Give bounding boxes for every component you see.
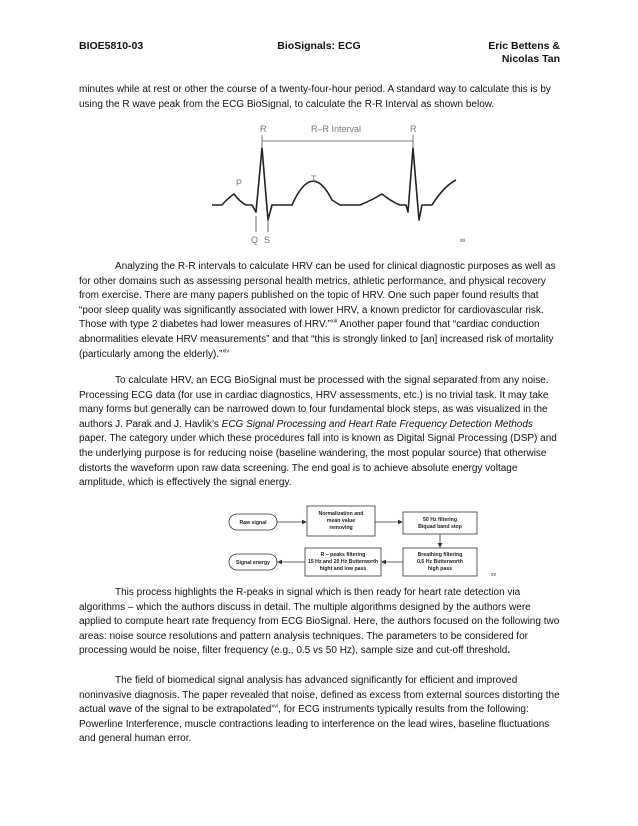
block-raw-signal bbox=[229, 514, 277, 530]
hrv-text-part-2: Another paper found that “cardiac conduction abnormalities elevate HRV measurements” and that “this is strongly linked to [an] increased risk of mortality (particularly among the elderly).” bbox=[79, 319, 554, 360]
fig1-label-s: S bbox=[264, 235, 271, 245]
ecg-rr-interval-figure bbox=[200, 120, 480, 250]
svg-text:Biquad band stop: Biquad band stop bbox=[418, 524, 462, 530]
calculation-paragraph bbox=[79, 374, 561, 491]
hrv-text-part-1: Analyzing the R-R intervals to calculate HRV can be used for clinical diagnostic purposes as well as for other domains such as assessing personal health metrics, athletic performance, and physical recovery from exercise. There are many papers published on the topic of HRV. One such paper found results that “poor sleep quality was significantly associated with lower HRV, a known predictor for cardiovascular risk. Those with type 2 diabetes had lower measures of HRV.” bbox=[79, 261, 556, 331]
fig1-label-t: T bbox=[311, 174, 317, 184]
block-50hz-filtering bbox=[403, 512, 477, 534]
intro-paragraph: minutes while at rest or other the course of a twenty-four-hour period. A standard way to calculate this is by using the R wave peak from the ECG BioSignal, to calculate the R-R Interval as shown below. bbox=[79, 84, 551, 110]
fig1-ecg-waveform bbox=[212, 148, 456, 220]
calc-paper-title: ECG Signal Processing and Heart Rate Frequency Detection Methods bbox=[221, 418, 533, 430]
block-rpeaks-filtering bbox=[305, 548, 381, 576]
process-text: This process highlights the R-peaks in signal which is then ready for heart rate detection via algorithms – which the authors discuss in detail. The multiple algorithms designed by the authors were applied to compute heart rate frequency from ECG BioSignal. Here, the authors focused on the following two areas: noise source resolutions and pattern analysis techniques. The parameters to be considered for processing would be noise, filter frequency (e.g., 0.5 vs 50 Hz), sample size and cut-off threshold bbox=[79, 587, 560, 657]
block-normalization bbox=[307, 506, 375, 536]
hrv-citation-1: xiii bbox=[330, 319, 338, 326]
svg-text:50 Hz filtering: 50 Hz filtering bbox=[422, 517, 458, 523]
calc-text-part-1: To calculate HRV, an ECG BioSignal must be processed with the signal separated from any noise. Processing ECG data (for use in cardiac diagnostics, HRV assessments, etc.) is no trivial task. It may take many forms but generally can be narrowed down to four fundamental block steps, as was visualized in the authors J. Parak and J. Havlik’s bbox=[79, 375, 549, 430]
header-course-code: BIOE5810-03 bbox=[79, 40, 144, 52]
field-citation: xvi bbox=[271, 703, 279, 710]
field-paragraph bbox=[79, 674, 561, 747]
header-author-line-1: Eric Bettens & bbox=[488, 40, 560, 52]
calc-text-part-2: paper. The category under which these procedures fall into is known as Digital Signal Processing (DSP) and the underlying purpose is for reducing noise (baseline wandering, the most popular source) that otherwise distorts the waveform upon raw data screening. The end goal is to achieve absolute energy voltage amplitude, which is effectively the signal energy. bbox=[79, 433, 557, 489]
fig1-citation: xii bbox=[460, 238, 465, 244]
svg-text:0,5 Hz Butterworth: 0,5 Hz Butterworth bbox=[417, 559, 463, 565]
header-author-line-2: Nicolas Tan bbox=[501, 53, 560, 65]
hrv-paragraph bbox=[79, 260, 561, 362]
header-authors bbox=[440, 40, 560, 66]
process-end-mark: . bbox=[507, 645, 511, 657]
svg-text:Breathing filtering: Breathing filtering bbox=[417, 552, 463, 558]
field-text-part-1: The field of biomedical signal analysis has advanced significantly for efficient and improved noninvasive diagnosis. The paper revealed that noise, defined as excess from external sources distorting the actual wave of the signal to be extrapolated bbox=[79, 675, 560, 716]
svg-text:Normalization and: Normalization and bbox=[318, 511, 364, 517]
svg-text:hight and low pass: hight and low pass bbox=[319, 566, 367, 572]
fig1-label-interval: R–R Interval bbox=[310, 124, 362, 134]
header-title: BioSignals: ECG bbox=[277, 40, 361, 52]
svg-text:Raw signal: Raw signal bbox=[239, 520, 267, 526]
fig1-label-r-right: R bbox=[410, 124, 417, 134]
svg-text:high pass: high pass bbox=[427, 566, 453, 572]
dsp-block-diagram bbox=[225, 504, 505, 580]
field-text-part-2: , for ECG instruments typically results from the following: Powerline Interference, muscle contractions leading to interference on the lead wires, baseline fluctuations and general human error. bbox=[79, 704, 550, 745]
svg-text:15 Hz and 20 Hz Butterworth: 15 Hz and 20 Hz Butterworth bbox=[307, 559, 379, 565]
svg-text:mean value: mean value bbox=[326, 518, 356, 524]
fig1-label-r-left: R bbox=[260, 124, 267, 134]
fig2-citation: xv bbox=[491, 572, 496, 578]
block-signal-energy bbox=[229, 554, 277, 570]
process-paragraph bbox=[79, 586, 561, 659]
fig1-label-p: P bbox=[236, 178, 243, 188]
svg-text:removing: removing bbox=[329, 525, 353, 531]
fig1-label-q: Q bbox=[251, 235, 259, 245]
svg-text:R – peaks filtering: R – peaks filtering bbox=[320, 552, 366, 558]
svg-text:Signal energy: Signal energy bbox=[235, 560, 271, 566]
hrv-citation-2: xiv bbox=[222, 348, 230, 355]
block-breathing-filtering bbox=[403, 548, 477, 576]
